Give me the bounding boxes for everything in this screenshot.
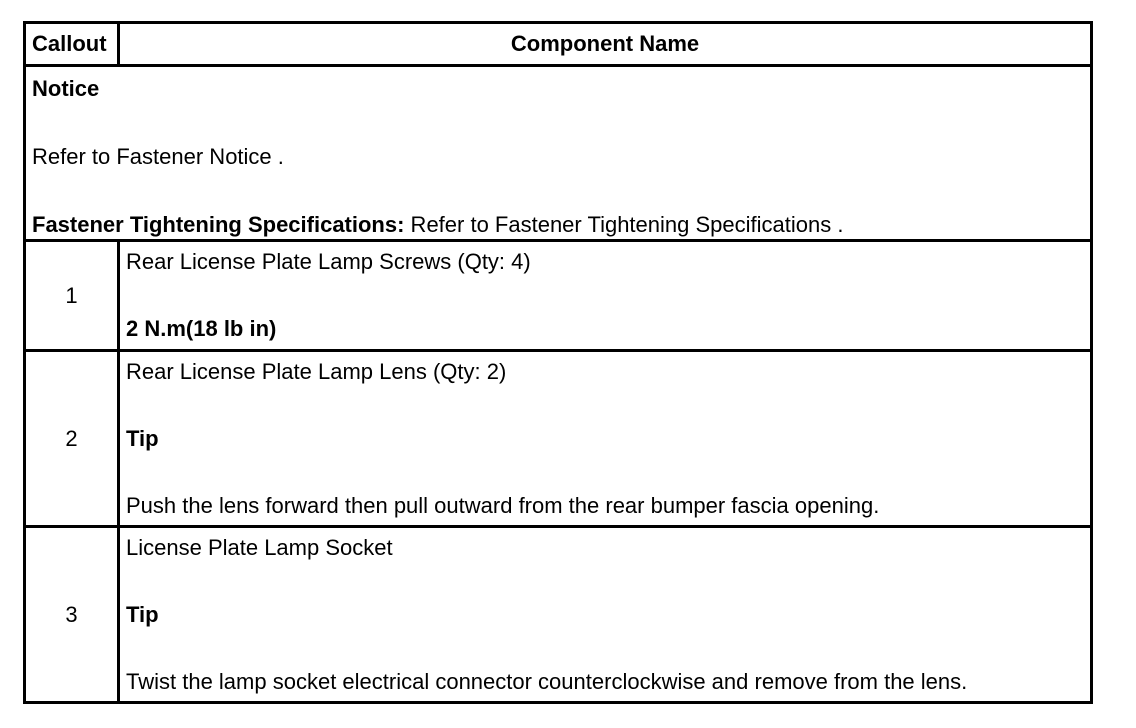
notice-title: Notice <box>32 76 100 101</box>
callout-number: 3 <box>26 528 120 701</box>
table-row <box>26 239 1090 349</box>
callout-header: Callout <box>26 24 120 64</box>
callout-number: 1 <box>26 242 120 349</box>
component-table <box>23 21 1093 704</box>
tip-label: Tip <box>126 602 159 627</box>
notice-row <box>26 64 1090 239</box>
fastener-spec-text: Refer to Fastener Tightening Specifications . <box>404 212 844 237</box>
torque-spec: 2 N.m(18 lb in) <box>126 316 277 341</box>
callout-number: 2 <box>26 352 120 525</box>
component-name: Rear License Plate Lamp Screws (Qty: 4) <box>126 249 531 274</box>
tip-label: Tip <box>126 426 159 451</box>
table-header-row <box>26 24 1090 64</box>
fastener-spec-label: Fastener Tightening Specifications: <box>32 212 405 237</box>
notice-text: Refer to Fastener Notice . <box>32 144 284 169</box>
component-name: License Plate Lamp Socket <box>126 535 393 560</box>
tip-text: Twist the lamp socket electrical connector counterclockwise and remove from the lens. <box>126 669 968 694</box>
tip-text: Push the lens forward then pull outward from the rear bumper fascia opening. <box>126 493 880 518</box>
component-name-header: Component Name <box>510 31 700 56</box>
component-name: Rear License Plate Lamp Lens (Qty: 2) <box>126 359 507 384</box>
table-row <box>26 349 1090 525</box>
table-row <box>26 525 1090 701</box>
